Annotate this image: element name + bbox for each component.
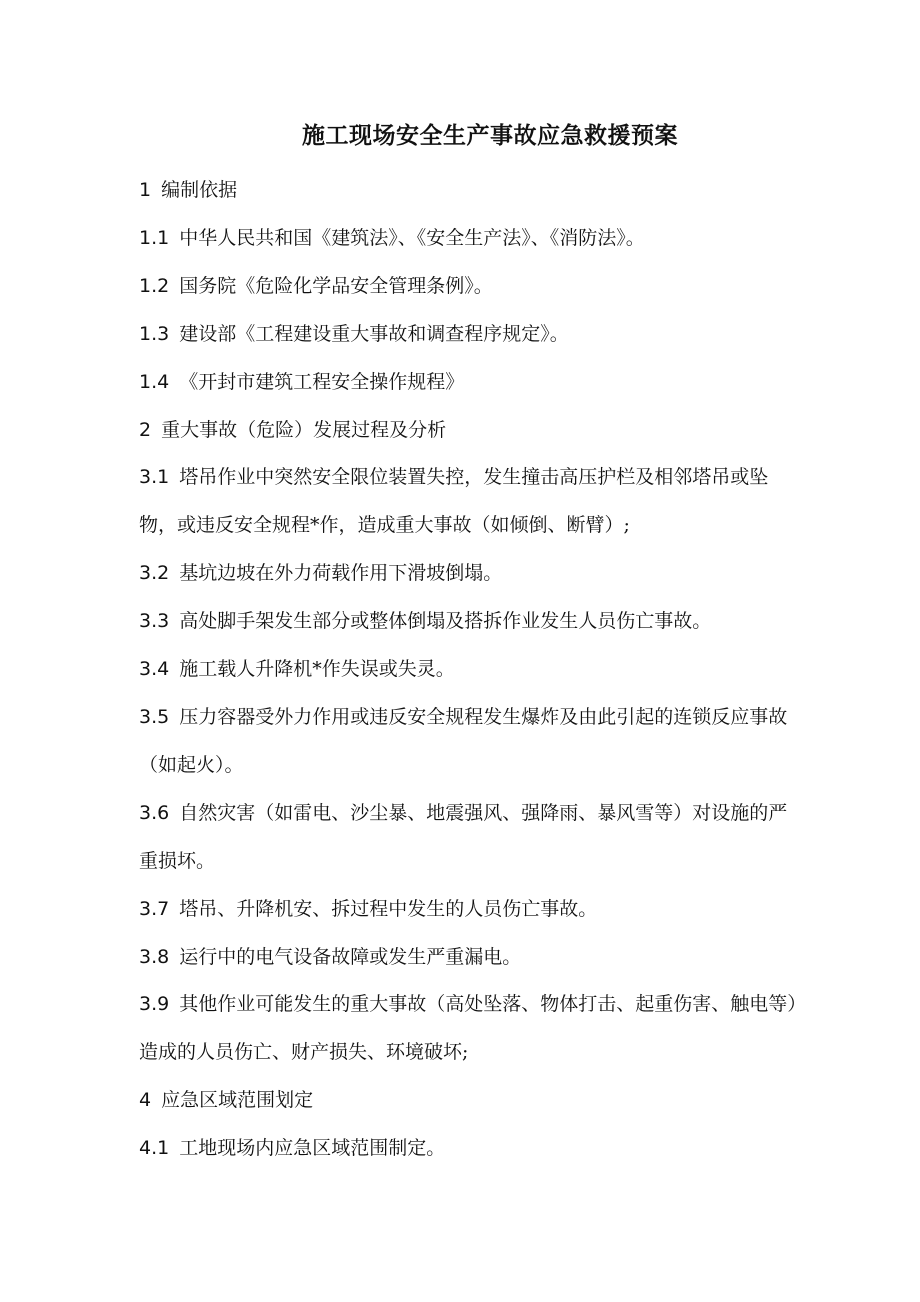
paragraph-text: 中华人民共和国《建筑法》、《安全生产法》、《消防法》。	[179, 226, 645, 249]
paragraph-4	[139, 1077, 799, 1125]
paragraph-number: 3.9	[139, 993, 170, 1016]
paragraph-text: 塔吊作业中突然安全限位装置失控，发生撞击高压护栏及相邻塔吊或坠物，或违反安全规程*作，造成重大事故（如倾倒、断臂）;	[139, 466, 769, 537]
paragraph-number: 3.8	[139, 945, 170, 968]
paragraph-text: 建设部《工程建设重大事故和调查程序规定》。	[179, 322, 569, 345]
paragraph-3-5	[139, 694, 799, 790]
document-body	[139, 167, 799, 1173]
paragraph-text: 运行中的电气设备故障或发生严重漏电。	[179, 945, 522, 968]
paragraph-number: 3.7	[139, 897, 170, 920]
paragraph-number: 1.1	[139, 226, 170, 249]
paragraph-3-3	[139, 598, 799, 646]
paragraph-1-4	[139, 359, 799, 407]
paragraph-number: 3.4	[139, 658, 170, 681]
paragraph-number: 1.2	[139, 274, 170, 297]
paragraph-number: 2	[139, 418, 152, 441]
paragraph-text: 自然灾害（如雷电、沙尘暴、地震强风、强降雨、暴风雪等）对设施的严重损坏。	[139, 801, 788, 872]
paragraph-1-1	[139, 215, 799, 263]
paragraph-3-7	[139, 886, 799, 934]
paragraph-number: 3.5	[139, 705, 170, 728]
paragraph-text: 其他作业可能发生的重大事故（高处坠落、物体打击、起重伤害、触电等）造成的人员伤亡、财产损失、环境破坏;	[139, 993, 797, 1064]
paragraph-text: 编制依据	[161, 179, 238, 201]
paragraph-number: 4.1	[139, 1137, 170, 1160]
paragraph-number: 3.6	[139, 801, 170, 824]
paragraph-3-8	[139, 934, 799, 982]
paragraph-1-3	[139, 311, 799, 359]
paragraph-2	[139, 407, 799, 455]
paragraph-text: 压力容器受外力作用或违反安全规程发生爆炸及由此引起的连锁反应事故（如起火）。	[139, 705, 788, 776]
paragraph-number: 4	[139, 1089, 152, 1112]
paragraph-text: 高处脚手架发生部分或整体倒塌及搭拆作业发生人员伤亡事故。	[179, 610, 712, 633]
paragraph-text: 《开封市建筑工程安全操作规程》	[179, 370, 465, 393]
paragraph-text: 塔吊、升降机安、拆过程中发生的人员伤亡事故。	[179, 897, 598, 920]
paragraph-text: 工地现场内应急区域范围制定。	[179, 1137, 446, 1160]
paragraph-text: 应急区域范围划定	[161, 1089, 314, 1112]
paragraph-text: 重大事故（危险）发展过程及分析	[161, 418, 447, 441]
paragraph-number: 3.3	[139, 610, 170, 633]
paragraph-3-9	[139, 981, 799, 1077]
paragraph-number: 3.1	[139, 466, 170, 489]
paragraph-text: 基坑边坡在外力荷载作用下滑坡倒塌。	[179, 562, 503, 585]
paragraph-number: 1.4	[139, 370, 170, 393]
paragraph-3-2	[139, 550, 799, 598]
paragraph-number: 1	[139, 179, 152, 201]
document-title: 施工现场安全生产事故应急救援预案	[302, 122, 678, 149]
paragraph-number: 1.3	[139, 322, 170, 345]
paragraph-1	[139, 167, 799, 215]
paragraph-number: 3.2	[139, 562, 170, 585]
paragraph-1-2	[139, 263, 799, 311]
paragraph-4-1	[139, 1125, 799, 1173]
paragraph-text: 国务院《危险化学品安全管理条例》。	[179, 274, 493, 297]
paragraph-3-4	[139, 646, 799, 694]
paragraph-3-6	[139, 790, 799, 886]
paragraph-3-1	[139, 454, 799, 550]
paragraph-text: 施工载人升降机*作失误或失灵。	[179, 658, 455, 681]
